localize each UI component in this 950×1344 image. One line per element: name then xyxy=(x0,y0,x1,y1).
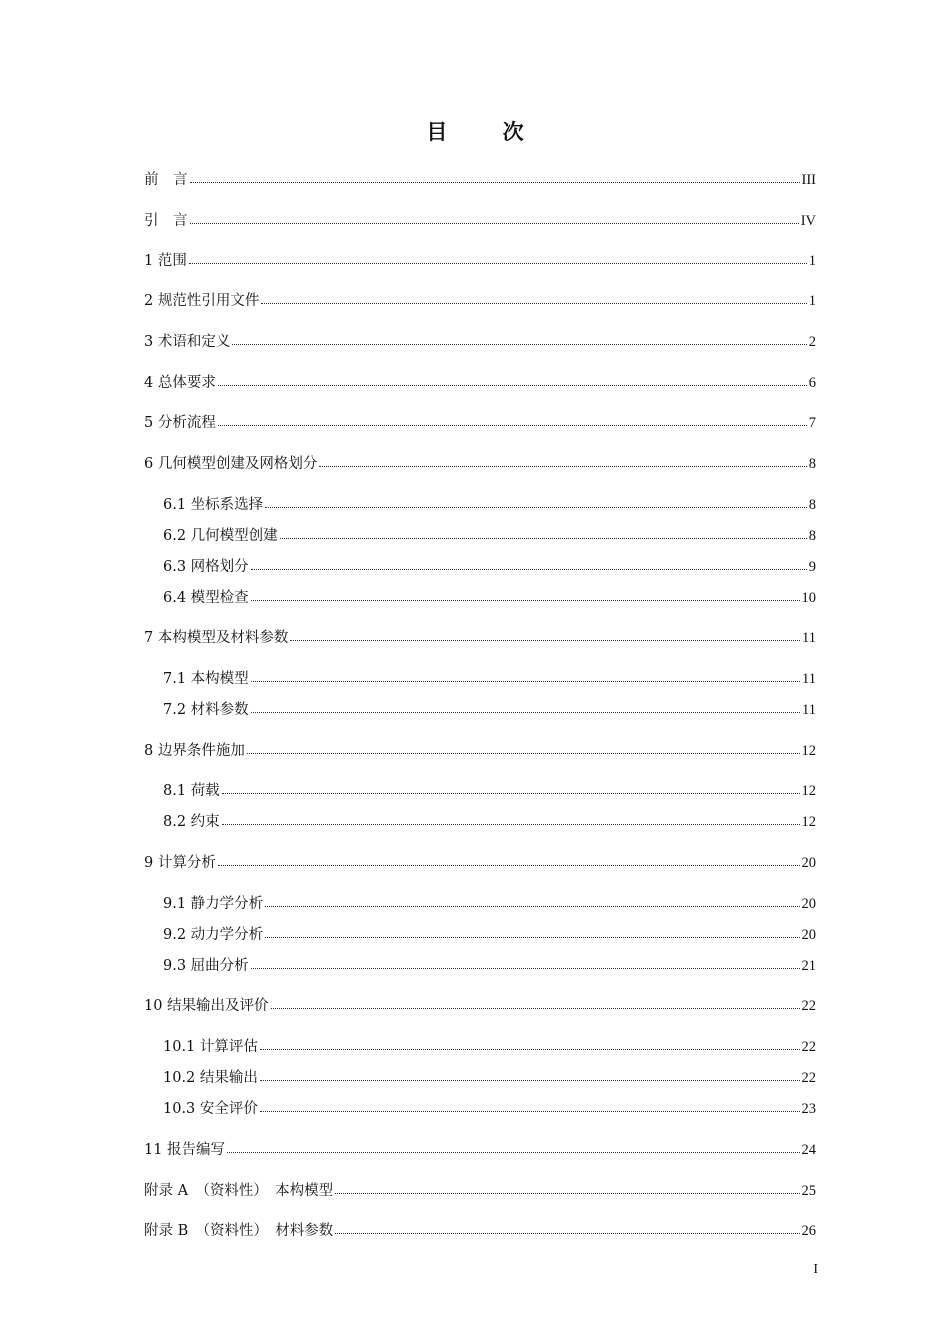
toc-entry[interactable] xyxy=(144,628,816,648)
toc-entry-page: IV xyxy=(800,213,816,229)
toc-entry-page: 22 xyxy=(801,998,816,1014)
toc-entry-label: 6.2 几何模型创建 xyxy=(163,528,278,544)
toc-leader-dots xyxy=(290,639,800,641)
toc-leader-dots xyxy=(251,967,800,969)
toc-leader-dots xyxy=(260,1048,800,1050)
toc-entry[interactable] xyxy=(144,741,816,761)
toc-leader-dots xyxy=(218,424,807,426)
toc-entry-page: 12 xyxy=(801,814,816,830)
toc-entry[interactable] xyxy=(144,170,816,190)
toc-entry-label: 8 边界条件施加 xyxy=(144,743,245,759)
toc-entry-page: 8 xyxy=(808,456,816,472)
toc-entry[interactable] xyxy=(163,526,816,546)
toc-leader-dots xyxy=(227,1151,799,1153)
toc-entry[interactable] xyxy=(163,781,816,801)
toc-leader-dots xyxy=(265,905,799,907)
toc-entry-page: 7 xyxy=(808,415,816,431)
toc-entry[interactable] xyxy=(163,812,816,832)
toc-leader-dots xyxy=(251,568,807,570)
toc-entry-label: 7.1 本构模型 xyxy=(163,671,249,687)
toc-leader-dots xyxy=(335,1192,799,1194)
toc-leader-dots xyxy=(265,936,799,938)
toc-leader-dots xyxy=(261,302,806,304)
toc-entry-page: 25 xyxy=(801,1183,816,1199)
toc-entry[interactable] xyxy=(163,894,816,914)
toc-entry-label: 10.2 结果输出 xyxy=(163,1070,258,1086)
toc-entry-page: 6 xyxy=(808,375,816,391)
toc-entry-page: 23 xyxy=(801,1101,816,1117)
toc-leader-dots xyxy=(265,506,807,508)
toc-leader-dots xyxy=(222,792,800,794)
toc-entry[interactable] xyxy=(144,373,816,393)
toc-entry-label: 9.3 屈曲分析 xyxy=(163,958,249,974)
toc-entry-page: 8 xyxy=(808,528,816,544)
toc-entry-page: 20 xyxy=(801,855,816,871)
toc-entry[interactable] xyxy=(144,291,816,311)
toc-entry-page: 9 xyxy=(808,559,816,575)
toc-entry-page: 8 xyxy=(808,497,816,513)
toc-entry-page: 24 xyxy=(801,1142,816,1158)
toc-entry-label: 8.2 约束 xyxy=(163,814,220,830)
toc-entry-page: 20 xyxy=(801,927,816,943)
toc-leader-dots xyxy=(260,1079,800,1081)
toc-entry-label: 10.1 计算评估 xyxy=(163,1039,258,1055)
toc-entry[interactable] xyxy=(144,1221,816,1241)
toc-entry-label: 附录 A （资料性） 本构模型 xyxy=(144,1183,334,1199)
toc-entry[interactable] xyxy=(144,1181,816,1201)
toc-entry-label: 7.2 材料参数 xyxy=(163,702,249,718)
toc-entry-page: 26 xyxy=(801,1223,816,1239)
toc-entry[interactable] xyxy=(163,700,816,720)
toc-leader-dots xyxy=(190,181,800,183)
toc-entry-label: 9.1 静力学分析 xyxy=(163,896,264,912)
toc-entry-label: 前 言 xyxy=(144,172,188,188)
page-number: I xyxy=(813,1262,818,1277)
toc-entry-page: 11 xyxy=(802,671,816,687)
toc-entry-label: 11 报告编写 xyxy=(144,1142,226,1158)
toc-entry-label: 6 几何模型创建及网格划分 xyxy=(144,456,318,472)
toc-entry-label: 2 规范性引用文件 xyxy=(144,293,260,309)
toc-entry[interactable] xyxy=(144,853,816,873)
toc-entry-label: 引 言 xyxy=(144,213,188,229)
toc-leader-dots xyxy=(251,599,800,601)
toc-entry-label: 1 范围 xyxy=(144,253,187,269)
toc-entry[interactable] xyxy=(163,557,816,577)
toc-leader-dots xyxy=(247,752,800,754)
toc-entry-page: 11 xyxy=(802,630,816,646)
toc-entry-label: 6.3 网格划分 xyxy=(163,559,249,575)
toc-entry-page: 2 xyxy=(808,334,816,350)
toc-leader-dots xyxy=(190,222,799,224)
toc-leader-dots xyxy=(251,711,800,713)
toc-leader-dots xyxy=(260,1110,800,1112)
toc-entry[interactable] xyxy=(163,1037,816,1057)
toc-entry-label: 4 总体要求 xyxy=(144,375,216,391)
toc-entry-page: 1 xyxy=(808,253,816,269)
toc-entry[interactable] xyxy=(144,996,816,1016)
toc-entry[interactable] xyxy=(144,211,816,231)
toc-entry[interactable] xyxy=(163,925,816,945)
toc-entry[interactable] xyxy=(163,1068,816,1088)
toc-entry-label: 5 分析流程 xyxy=(144,415,216,431)
toc-leader-dots xyxy=(280,537,807,539)
toc-entry-page: 12 xyxy=(801,743,816,759)
toc-entry-page: 10 xyxy=(801,590,816,606)
toc-entry-page: 22 xyxy=(801,1070,816,1086)
toc-leader-dots xyxy=(271,1007,800,1009)
toc-entry[interactable] xyxy=(163,1099,816,1119)
toc-leader-dots xyxy=(251,680,800,682)
toc-leader-dots xyxy=(189,262,807,264)
toc-entry[interactable] xyxy=(163,588,816,608)
toc-entry-label: 7 本构模型及材料参数 xyxy=(144,630,289,646)
toc-entry[interactable] xyxy=(144,332,816,352)
toc-leader-dots xyxy=(222,823,800,825)
toc-entry-page: 12 xyxy=(801,783,816,799)
toc-entry[interactable] xyxy=(163,495,816,515)
toc-entry[interactable] xyxy=(163,669,816,689)
toc-entry-page: 20 xyxy=(801,896,816,912)
toc-entry-label: 6.1 坐标系选择 xyxy=(163,497,264,513)
toc-entry-label: 3 术语和定义 xyxy=(144,334,231,350)
toc-leader-dots xyxy=(335,1232,799,1234)
toc-leader-dots xyxy=(218,384,807,386)
toc-entry-page: 1 xyxy=(808,293,816,309)
toc-entry[interactable] xyxy=(144,454,816,474)
toc-entry-label: 9.2 动力学分析 xyxy=(163,927,264,943)
toc-entry-page: 22 xyxy=(801,1039,816,1055)
toc-leader-dots xyxy=(218,864,800,866)
toc-entry-label: 附录 B （资料性） 材料参数 xyxy=(144,1223,334,1239)
toc-entry[interactable] xyxy=(144,1140,816,1160)
toc-leader-dots xyxy=(319,465,806,467)
toc-entry[interactable] xyxy=(163,956,816,976)
toc-entry-label: 6.4 模型检查 xyxy=(163,590,249,606)
toc-entry-page: III xyxy=(801,172,816,188)
toc-entry-label: 9 计算分析 xyxy=(144,855,216,871)
toc-title: 目 次 xyxy=(426,119,548,144)
toc-entry-page: 21 xyxy=(801,958,816,974)
toc-entry[interactable] xyxy=(144,251,816,271)
toc-entry[interactable] xyxy=(144,413,816,433)
toc-leader-dots xyxy=(232,343,806,345)
toc-entry-label: 10.3 安全评价 xyxy=(163,1101,258,1117)
toc-entry-label: 10 结果输出及评价 xyxy=(144,998,269,1014)
toc-entry-page: 11 xyxy=(802,702,816,718)
toc-entry-label: 8.1 荷载 xyxy=(163,783,220,799)
